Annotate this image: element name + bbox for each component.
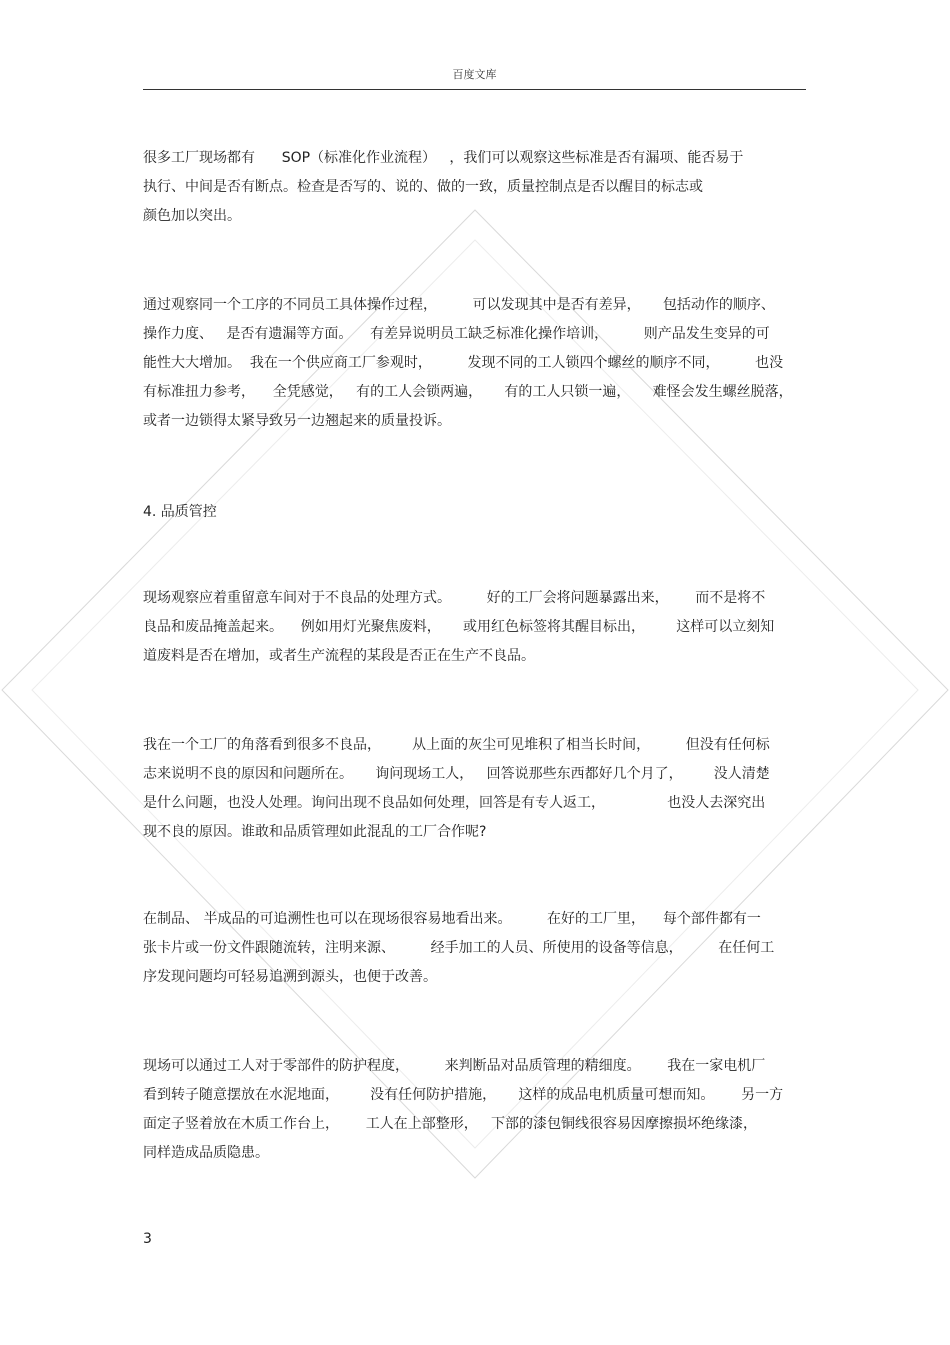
paragraph-part-protection: [143, 1052, 806, 1168]
text-line: 能性大大增加。 我在一个供应商工厂参观时， 发现不同的工人锁四个螺丝的顺序不同， 也没: [143, 355, 784, 371]
text-line: 颜色加以突出。: [143, 208, 241, 224]
text-line: 操作力度、 是否有遗漏等方面。 有差异说明员工缺乏标准化操作培训， 则产品发生变异的可: [143, 326, 770, 342]
text-line: 我在一个工厂的角落看到很多不良品， 从上面的灰尘可见堆积了相当长时间， 但没有任何标: [143, 737, 770, 753]
text-line: 同样造成品质隐患。: [143, 1145, 269, 1161]
text-line: 现场观察应着重留意车间对于不良品的处理方式。 好的工厂会将问题暴露出来， 而不是将不: [143, 590, 766, 606]
text-line: 看到转子随意摆放在水泥地面， 没有任何防护措施， 这样的成品电机质量可想而知。 另一方: [143, 1087, 784, 1103]
text-line: 志来说明不良的原因和问题所在。 询问现场工人， 回答说那些东西都好几个月了， 没人清楚: [143, 766, 770, 782]
page-header-title: 百度文库: [452, 68, 497, 81]
paragraph-sop: [143, 144, 806, 231]
text-line: 序发现问题均可轻易追溯到源头，也便于改善。: [143, 969, 437, 985]
section-heading-quality-control: 4. 品质管控: [143, 504, 217, 520]
text-line: 现场可以通过工人对于零部件的防护程度， 来判断品对品质管理的精细度。 我在一家电机厂: [143, 1058, 766, 1074]
paragraph-defect-example: [143, 731, 806, 847]
text-line: 张卡片或一份文件跟随流转，注明来源、 经手加工的人员、所使用的设备等信息， 在任何工: [143, 940, 775, 956]
text-line: 有标准扭力参考， 全凭感觉， 有的工人会锁两遍， 有的工人只锁一遍， 难怪会发生螺丝脱落，: [143, 384, 793, 400]
text-line: 是什么问题，也没人处理。询问出现不良品如何处理，回答是有专人返工， 也没人去深究出: [143, 795, 766, 811]
text-line: 面定子竖着放在木质工作台上， 工人在上部整形， 下部的漆包铜线很容易因摩擦损坏绝缘漆，: [143, 1116, 758, 1132]
text-line: 或者一边锁得太紧导致另一边翘起来的质量投诉。: [143, 413, 451, 429]
text-line: 现不良的原因。谁敢和品质管理如此混乱的工厂合作呢?: [143, 824, 487, 840]
text-line: 在制品、 半成品的可追溯性也可以在现场很容易地看出来。 在好的工厂里， 每个部件都有一: [143, 911, 761, 927]
text-line: 执行、中间是否有断点。检查是否写的、说的、做的一致，质量控制点是否以醒目的标志或: [143, 179, 703, 195]
page-number: 3: [143, 1231, 152, 1247]
text-line: 很多工厂现场都有 SOP（标准化作业流程） ，我们可以观察这些标准是否有漏项、能否易于: [143, 150, 744, 166]
text-line: 良品和废品掩盖起来。 例如用灯光聚焦废料， 或用红色标签将其醒目标出， 这样可以立刻知: [143, 619, 775, 635]
text-line: 通过观察同一个工序的不同员工具体操作过程， 可以发现其中是否有差异， 包括动作的顺序、: [143, 297, 775, 313]
paragraph-operation-observation: [143, 291, 806, 436]
paragraph-defect-handling: [143, 584, 806, 671]
text-line: 道废料是否在增加，或者生产流程的某段是否正在生产不良品。: [143, 648, 535, 664]
header-divider: [143, 89, 806, 90]
paragraph-traceability: [143, 905, 806, 992]
